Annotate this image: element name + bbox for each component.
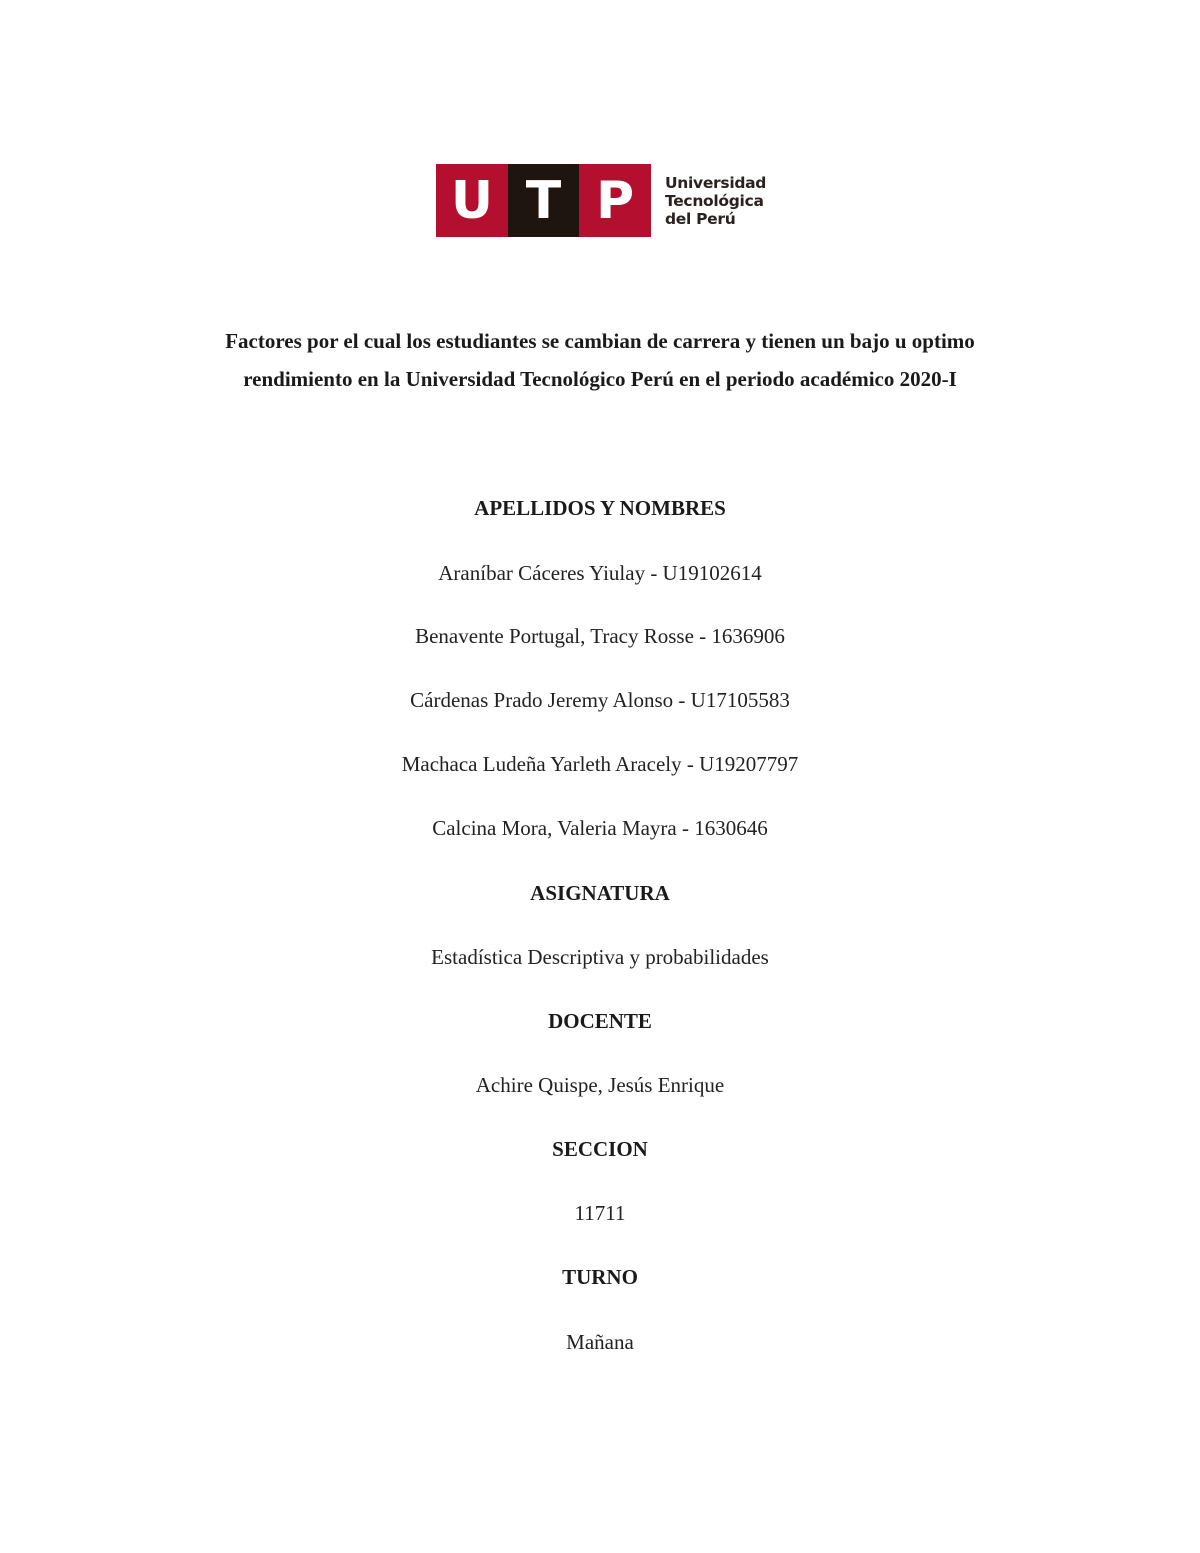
utp-logo <box>436 164 766 237</box>
logo-letter-u: U <box>436 164 508 237</box>
logo-letter-t: T <box>508 164 579 237</box>
title-line-2: rendimiento en la Universidad Tecnológico Perú en el periodo académico 2020-I <box>243 367 957 391</box>
shift-heading: TURNO <box>562 1265 638 1289</box>
members-heading: APELLIDOS Y NOMBRES <box>474 496 726 520</box>
section-heading: SECCION <box>552 1137 648 1161</box>
logo-text-line: Tecnológica <box>665 191 764 210</box>
shift-value: Mañana <box>566 1330 634 1354</box>
section-number: 11711 <box>574 1201 626 1225</box>
logo-text-line: del Perú <box>665 209 736 228</box>
member-item: Cárdenas Prado Jeremy Alonso - U17105583 <box>410 688 790 712</box>
member-item: Araníbar Cáceres Yiulay - U19102614 <box>438 561 762 585</box>
teacher-heading: DOCENTE <box>548 1009 652 1033</box>
logo-wordmark <box>665 174 766 228</box>
logo-letter-p: P <box>579 164 651 237</box>
member-item: Benavente Portugal, Tracy Rosse - 1636906 <box>415 624 785 648</box>
member-item: Machaca Ludeña Yarleth Aracely - U19207797 <box>401 752 799 776</box>
logo-text-line: Universidad <box>665 173 767 192</box>
teacher-name: Achire Quispe, Jesús Enrique <box>475 1073 725 1097</box>
course-heading: ASIGNATURA <box>530 881 670 905</box>
title-line-1: Factores por el cual los estudiantes se cambian de carrera y tienen un bajo u optimo <box>225 329 975 353</box>
member-item: Calcina Mora, Valeria Mayra - 1630646 <box>432 816 768 840</box>
utp-logo-mark <box>436 164 651 237</box>
course-name: Estadística Descriptiva y probabilidades <box>431 945 769 969</box>
document-title <box>0 322 1200 398</box>
